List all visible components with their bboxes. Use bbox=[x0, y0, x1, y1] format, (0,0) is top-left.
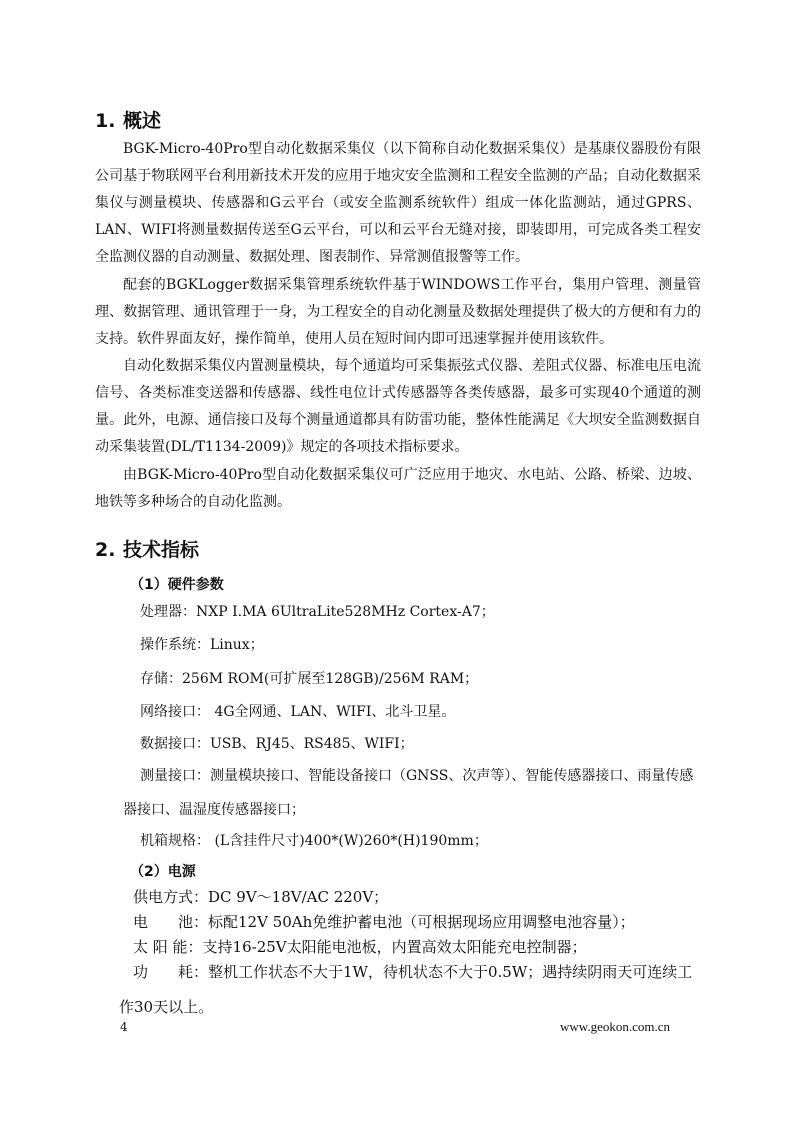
hardware-item-os: 操作系统：Linux； bbox=[140, 637, 264, 653]
hardware-item-chassis: 机箱规格： (L含挂件尺寸)400*(W)260*(H)190mm； bbox=[140, 833, 488, 849]
hardware-item-data-interface: 数据接口：USB、RJ45、RS485、WIFI； bbox=[140, 736, 414, 752]
power-heading: （2）电源 bbox=[130, 864, 196, 880]
power-item-consumption: 功 耗：整机工作状态不大于1W，待机状态不大于0.5W；遇持续阴雨天可连续工作30天以上。 bbox=[119, 963, 693, 1016]
section-1-title: 概述 bbox=[123, 110, 162, 132]
power-item-battery: 电 池：标配12V 50Ah免维护蓄电池（可根据现场应用调整电池容量）； bbox=[133, 913, 635, 931]
section-1-heading bbox=[95, 106, 161, 133]
footer-url: www.geokon.com.cn bbox=[560, 1019, 670, 1034]
section-2-number: 2. bbox=[95, 539, 116, 561]
hardware-item-processor: 处理器：NXP I.MA 6UltraLite528MHz Cortex-A7； bbox=[140, 604, 495, 620]
hardware-item-storage: 存储：256M ROM(可扩展至128GB)/256M RAM； bbox=[140, 671, 479, 687]
intro-paragraph-1: BGK-Micro-40Pro型自动化数据采集仪（以下简称自动化数据采集仪）是基康仪器股份有限公司基于物联网平台利用新技术开发的应用于地灾安全监测和工程安全监测的产品；自动化数据采集仪与测量模块、传感器和G云平台（或安全监测系统软件）组成一体化监测站，通过GPRS、LAN、WIFI将测量数据传送至G云平台，可以和云平台无缝对接，即装即用，可完成各类工程安全监测仪器的自动测量、数据处理、图表制作、异常测值报警等工作。 bbox=[95, 141, 701, 265]
page-number: 4 bbox=[120, 1020, 128, 1034]
section-2-title: 技术指标 bbox=[123, 539, 200, 561]
hardware-item-network: 网络接口： 4G全网通、LAN、WIFI、北斗卫星。 bbox=[140, 704, 456, 720]
intro-paragraph-3: 自动化数据采集仪内置测量模块，每个通道均可采集振弦式仪器、差阻式仪器、标准电压电流信号、各类标准变送器和传感器、线性电位计式传感器等各类传感器，最多可实现40个通道的测量。此外，电源、通信接口及每个测量通道都具有防雷功能，整体性能满足《大坝安全监测数据自动采集装置(DL/T1134-2009)》规定的各项技术指标要求。 bbox=[95, 358, 701, 455]
intro-paragraph-2: 配套的BGKLogger数据采集管理系统软件基于WINDOWS工作平台，集用户管理、测量管理、数据管理、通讯管理于一身，为工程安全的自动化测量及数据处理提供了极大的方便和有力的支持。软件界面友好，操作简单，使用人员在短时间内即可迅速掌握并使用该软件。 bbox=[95, 277, 701, 347]
section-2-heading bbox=[95, 535, 199, 562]
hardware-item-measure-interface: 测量接口：测量模块接口、智能设备接口（GNSS、次声等）、智能传感器接口、雨量传感器接口、温湿度传感器接口； bbox=[123, 768, 694, 818]
intro-paragraph-4: 由BGK-Micro-40Pro型自动化数据采集仪可广泛应用于地灾、水电站、公路、桥梁、边坡、地铁等多种场合的自动化监测。 bbox=[95, 467, 701, 510]
power-item-solar: 太 阳 能：支持16-25V太阳能电池板，内置高效太阳能充电控制器； bbox=[133, 938, 587, 956]
power-item-supply: 供电方式：DC 9V～18V/AC 220V； bbox=[133, 888, 389, 906]
hardware-heading: （1）硬件参数 bbox=[130, 577, 224, 593]
section-1-number: 1. bbox=[95, 110, 116, 132]
